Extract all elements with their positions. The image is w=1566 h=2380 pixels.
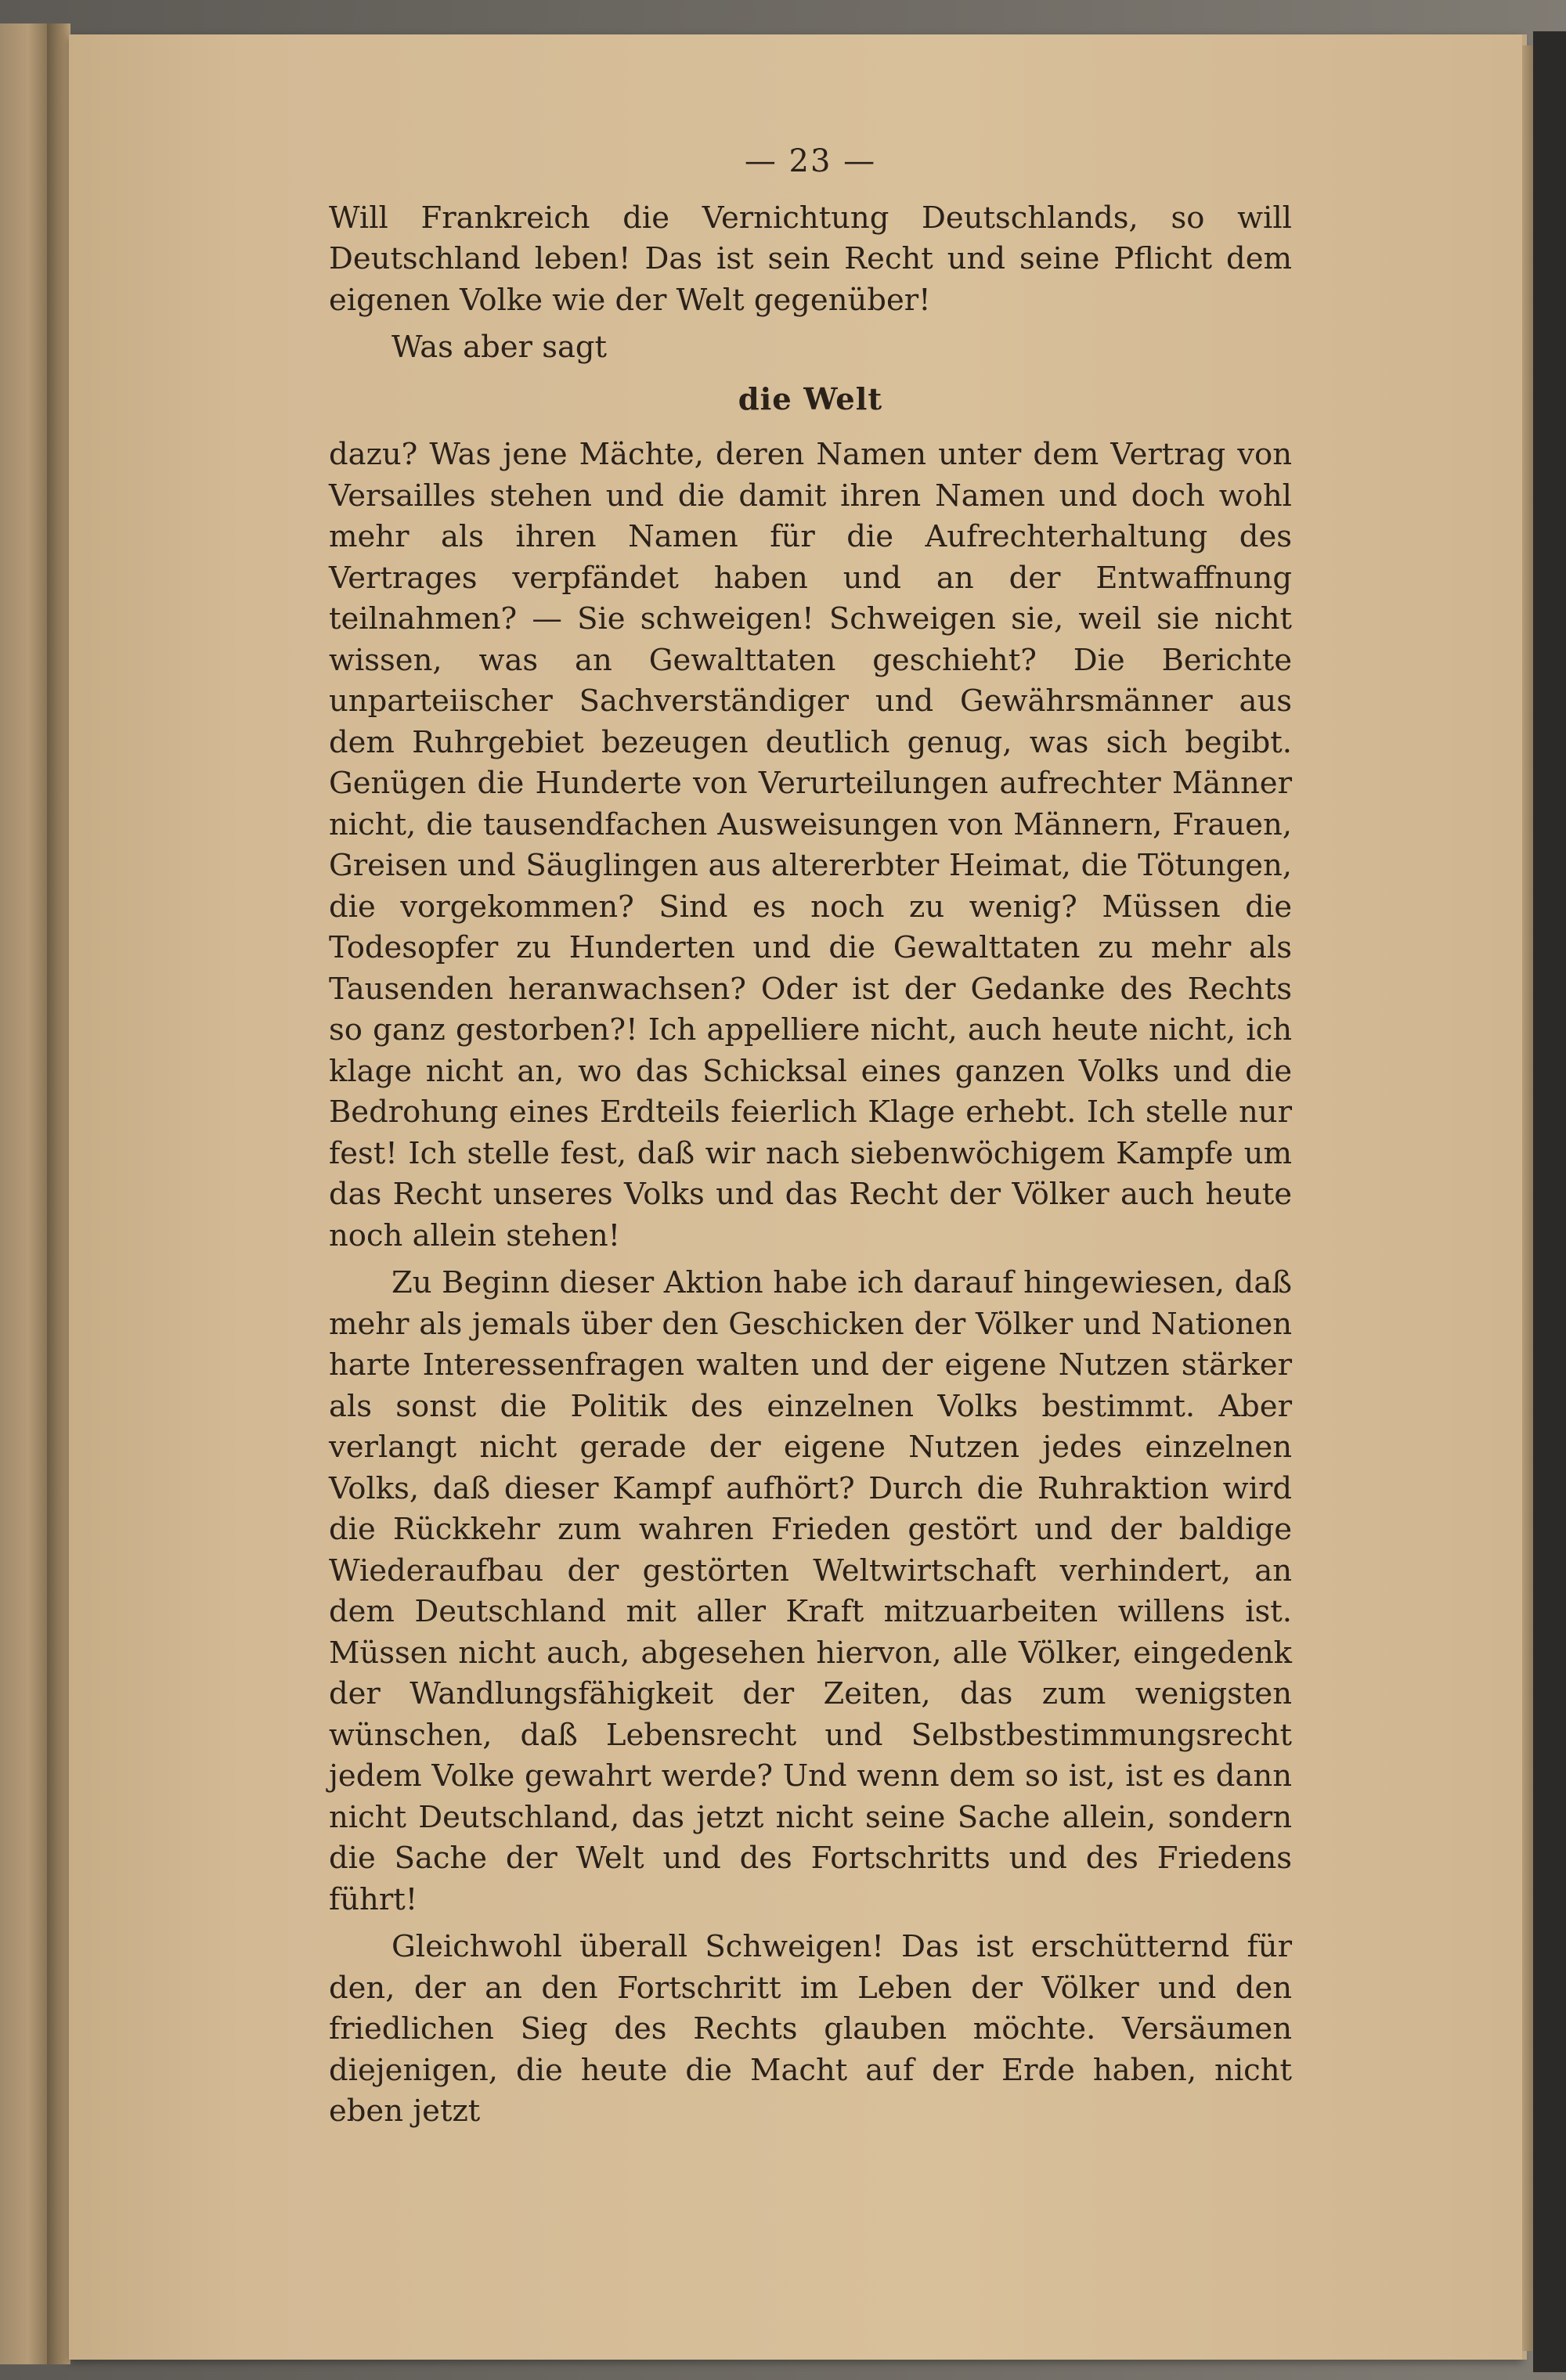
paragraph-3: dazu? Was jene Mächte, deren Namen unter dem Vertrag von Versailles stehen und die damit ihren Namen und doch wohl mehr als ihren Namen für die Aufrechterhaltung des Vertrages verpfändet haben und an der Entwaffnung teilnahmen? — Sie schweigen! Schweigen sie, weil sie nicht wissen, was an Gewalttaten geschieht? Die Berichte unparteiischer Sachverständiger und Gewährsmänner aus dem Ruhrgebiet bezeugen deutlich genug, was sich begibt. Genügen die Hunderte von Verurteilungen aufrechter Männer nicht, die tausendfachen Ausweisungen von Männern, Frauen, Greisen und Säuglingen aus altererbter Heimat, die Tötungen, die vorgekommen? Sind es noch zu wenig? Müssen die Todesopfer zu Hunderten und die Gewalttaten zu mehr als Tausenden heranwachsen? Oder ist der Gedanke des Rechts so ganz gestorben?! Ich appelliere nicht, auch heute nicht, ich klage nicht an, wo das Schicksal eines ganzen Volks und die Bedrohung eines Erdteils feierlich Klage erhebt. Ich stelle nur fest! Ich stelle fest, daß wir nach siebenwöchigem Kampfe um das Recht unseres Volks und das Recht der Völker auch heute noch allein stehen! (329, 437, 1292, 1253)
paragraph-1: Will Frankreich die Vernichtung Deutschlands, so will Deutschland leben! Das ist sein Recht und seine Pflicht dem eigenen Volke wie der Welt gegenüber! (329, 200, 1292, 318)
scanner-board (1533, 31, 1566, 2372)
paragraph-4: Zu Beginn dieser Aktion habe ich darauf hingewiesen, daß mehr als jemals über den Geschicken der Völker und Nationen harte Interessenfragen walten und der eigene Nutzen stärker als sonst die Politik des einzelnen Volks bestimmt. Aber verlangt nicht gerade der eigene Nutzen jedes einzelnen Volks, daß dieser Kampf aufhört? Durch die Ruhraktion wird die Rückkehr zum wahren Frieden gestört und der baldige Wiederaufbau der gestörten Weltwirtschaft verhindert, an dem Deutschland mit aller Kraft mitzuarbeiten willens ist. Müssen nicht auch, abgesehen hiervon, alle Völker, eingedenk der Wandlungsfähigkeit der Zeiten, das zum wenigsten wünschen, daß Lebensrecht und Selbstbestimmungsrecht jedem Volke gewahrt werde? Und wenn dem so ist, ist es dann nicht Deutschland, das jetzt nicht seine Sache allein, sondern die Sache der Welt und des Fortschritts und des Friedens führt! (329, 1265, 1292, 1917)
paragraph-5: Gleichwohl überall Schweigen! Das ist erschütternd für den, der an den Fortschritt im Leben der Völker und den friedlichen Sieg des Rechts glauben möchte. Versäumen diejenigen, die heute die Macht auf der Erde haben, nicht eben jetzt (329, 1929, 1292, 2129)
previous-page-edge (0, 23, 49, 2364)
page-number: — 23 — (744, 143, 877, 179)
paragraph-2: Was aber sagt (392, 330, 608, 365)
page-text (329, 141, 1292, 2133)
section-heading: die Welt (738, 381, 883, 417)
book-gutter (47, 23, 70, 2364)
